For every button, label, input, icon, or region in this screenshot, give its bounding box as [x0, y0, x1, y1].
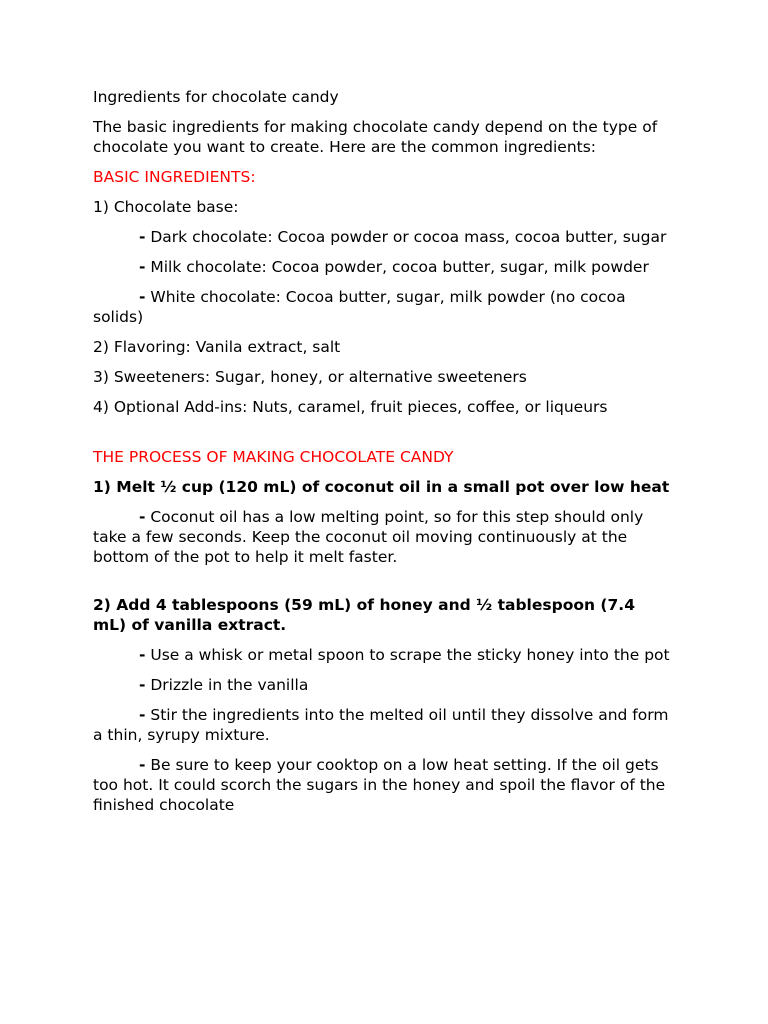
- bullet-text: Drizzle in the vanilla: [145, 676, 309, 694]
- ingredient-item-flavoring: 2) Flavoring: Vanila extract, salt: [93, 338, 341, 356]
- step-2-title: 2) Add 4 tablespoons (59 mL) of honey and ½ tablespoon (7.4 mL) of vanilla extract.: [93, 596, 635, 634]
- bullet-text: Use a whisk or metal spoon to scrape the sticky honey into the pot: [145, 646, 670, 664]
- bullet-text: Stir the ingredients into the melted oil until they dissolve and form a thin, syrupy mixture.: [93, 706, 669, 744]
- bullet-text: White chocolate: Cocoa butter, sugar, milk powder (no cocoa solids): [93, 288, 626, 326]
- basic-ingredients-heading: BASIC INGREDIENTS:: [93, 168, 256, 186]
- bullet-text: Dark chocolate: Cocoa powder or cocoa mass, cocoa butter, sugar: [145, 228, 667, 246]
- bullet-white-chocolate: [93, 287, 673, 327]
- intro-paragraph: The basic ingredients for making chocolate candy depend on the type of chocolate you want to create. Here are the common ingredients:: [93, 118, 658, 156]
- doc-title: Ingredients for chocolate candy: [93, 88, 339, 106]
- step-1-title: 1) Melt ½ cup (120 mL) of coconut oil in a small pot over low heat: [93, 478, 670, 496]
- ingredient-item-sweeteners: 3) Sweeteners: Sugar, honey, or alternative sweeteners: [93, 368, 527, 386]
- bullet-dash: -: [139, 756, 146, 774]
- bullet-text: Milk chocolate: Cocoa powder, cocoa butter, sugar, milk powder: [145, 258, 649, 276]
- document-page: [93, 87, 673, 825]
- bullet-dash: -: [139, 228, 146, 246]
- step-1-note: [93, 507, 673, 567]
- bullet-dash: -: [139, 508, 146, 526]
- bullet-dark-chocolate: [93, 227, 673, 247]
- ingredient-item-chocolate-base: 1) Chocolate base:: [93, 198, 239, 216]
- step-2-note-heat: [93, 755, 673, 815]
- step-2-note-vanilla: [93, 675, 673, 695]
- process-heading: THE PROCESS OF MAKING CHOCOLATE CANDY: [93, 448, 454, 466]
- bullet-text: Be sure to keep your cooktop on a low heat setting. If the oil gets too hot. It could scorch the sugars in the honey and spoil the flavor of the finished chocolate: [93, 756, 666, 814]
- bullet-milk-chocolate: [93, 257, 673, 277]
- bullet-text: Coconut oil has a low melting point, so for this step should only take a few seconds. Keep the coconut oil moving continuously at the bottom of the pot to help it melt faster.: [93, 508, 644, 566]
- step-2-note-stir: [93, 705, 673, 745]
- step-2-note-whisk: [93, 645, 673, 665]
- bullet-dash: -: [139, 676, 146, 694]
- bullet-dash: -: [139, 288, 146, 306]
- bullet-dash: -: [139, 706, 146, 724]
- bullet-dash: -: [139, 646, 146, 664]
- bullet-dash: -: [139, 258, 146, 276]
- ingredient-item-addins: 4) Optional Add-ins: Nuts, caramel, fruit pieces, coffee, or liqueurs: [93, 398, 608, 416]
